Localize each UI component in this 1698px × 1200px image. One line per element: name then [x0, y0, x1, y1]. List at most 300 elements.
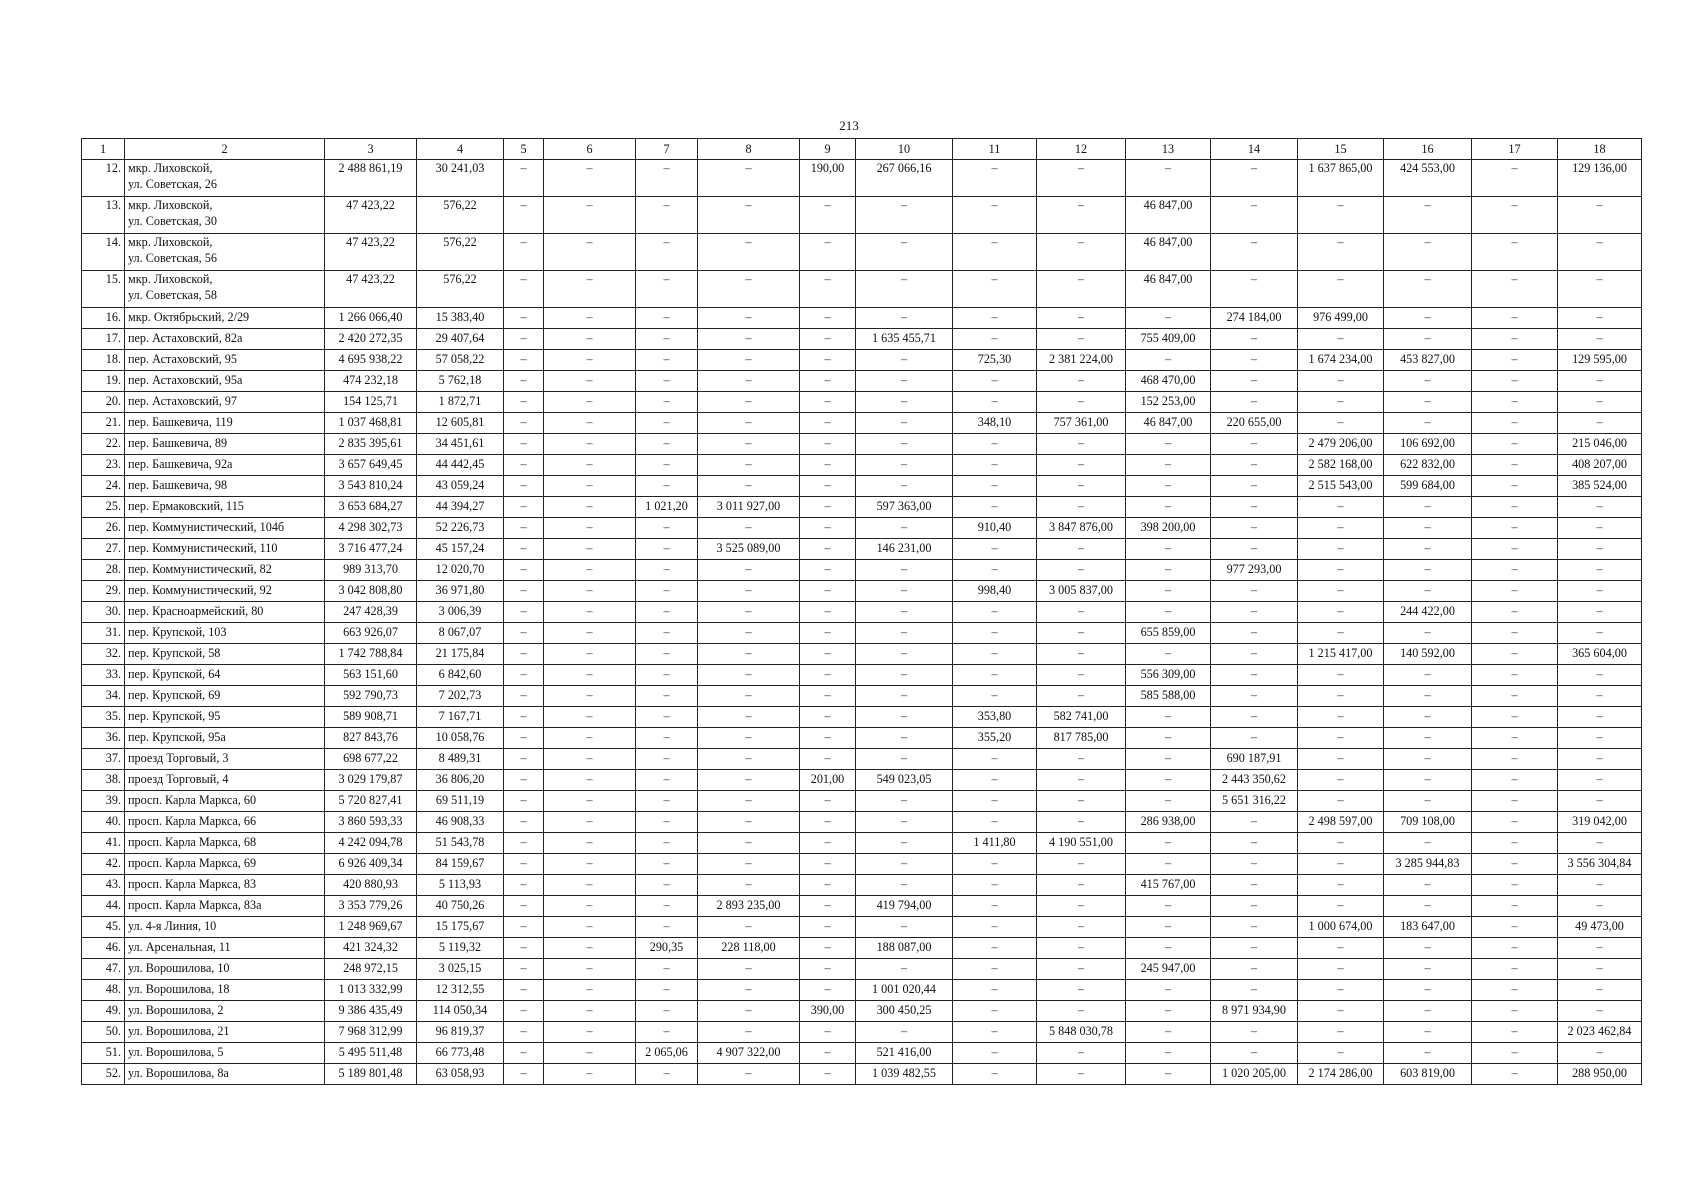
- empty-value-cell: –: [953, 665, 1037, 686]
- empty-value-cell: –: [856, 392, 953, 413]
- amount-cell: 69 511,19: [417, 791, 504, 812]
- empty-value-cell: –: [1211, 917, 1298, 938]
- empty-value-cell: –: [1472, 728, 1558, 749]
- amount-cell: 12 020,70: [417, 560, 504, 581]
- address-cell: ул. Ворошилова, 5: [125, 1043, 325, 1064]
- amount-cell: 690 187,91: [1211, 749, 1298, 770]
- empty-value-cell: –: [800, 1022, 856, 1043]
- amount-cell: 152 253,00: [1126, 392, 1211, 413]
- empty-value-cell: –: [1298, 980, 1384, 1001]
- row-number: 46.: [82, 938, 125, 959]
- empty-value-cell: –: [1558, 539, 1642, 560]
- empty-value-cell: –: [636, 917, 698, 938]
- empty-value-cell: –: [1558, 497, 1642, 518]
- row-number: 48.: [82, 980, 125, 1001]
- amount-cell: 390,00: [800, 1001, 856, 1022]
- empty-value-cell: –: [1384, 749, 1472, 770]
- empty-value-cell: –: [1211, 938, 1298, 959]
- table-row: [82, 308, 1642, 329]
- empty-value-cell: –: [800, 644, 856, 665]
- address-cell: проезд Торговый, 3: [125, 749, 325, 770]
- table-row: [82, 271, 1642, 308]
- amount-cell: 183 647,00: [1384, 917, 1472, 938]
- empty-value-cell: –: [544, 413, 636, 434]
- empty-value-cell: –: [1472, 271, 1558, 308]
- row-number: 25.: [82, 497, 125, 518]
- amount-cell: 267 066,16: [856, 160, 953, 197]
- amount-cell: 2 174 286,00: [1298, 1064, 1384, 1085]
- empty-value-cell: –: [1558, 623, 1642, 644]
- empty-value-cell: –: [1298, 271, 1384, 308]
- row-number: 27.: [82, 539, 125, 560]
- empty-value-cell: –: [544, 623, 636, 644]
- empty-value-cell: –: [544, 833, 636, 854]
- empty-value-cell: –: [1298, 602, 1384, 623]
- empty-value-cell: –: [544, 644, 636, 665]
- amount-cell: 106 692,00: [1384, 434, 1472, 455]
- address-cell: пер. Астаховский, 95: [125, 350, 325, 371]
- empty-value-cell: –: [1472, 350, 1558, 371]
- empty-value-cell: –: [1211, 518, 1298, 539]
- empty-value-cell: –: [504, 539, 544, 560]
- table-row: [82, 854, 1642, 875]
- row-number: 29.: [82, 581, 125, 602]
- empty-value-cell: –: [800, 602, 856, 623]
- table-row: [82, 644, 1642, 665]
- empty-value-cell: –: [1384, 518, 1472, 539]
- empty-value-cell: –: [1037, 392, 1126, 413]
- empty-value-cell: –: [1558, 980, 1642, 1001]
- empty-value-cell: –: [1558, 665, 1642, 686]
- amount-cell: 15 175,67: [417, 917, 504, 938]
- empty-value-cell: –: [800, 854, 856, 875]
- empty-value-cell: –: [504, 959, 544, 980]
- empty-value-cell: –: [1384, 980, 1472, 1001]
- empty-value-cell: –: [1211, 812, 1298, 833]
- empty-value-cell: –: [1037, 271, 1126, 308]
- empty-value-cell: –: [1211, 665, 1298, 686]
- table-row: [82, 350, 1642, 371]
- table-row: [82, 686, 1642, 707]
- amount-cell: 201,00: [800, 770, 856, 791]
- amount-cell: 286 938,00: [1126, 812, 1211, 833]
- empty-value-cell: –: [698, 160, 800, 197]
- empty-value-cell: –: [1037, 749, 1126, 770]
- empty-value-cell: –: [1126, 434, 1211, 455]
- address-cell: просп. Карла Маркса, 66: [125, 812, 325, 833]
- row-number: 15.: [82, 271, 125, 308]
- amount-cell: 420 880,93: [325, 875, 417, 896]
- empty-value-cell: –: [1472, 392, 1558, 413]
- empty-value-cell: –: [1298, 770, 1384, 791]
- amount-cell: 8 067,07: [417, 623, 504, 644]
- address-cell: ул. 4-я Линия, 10: [125, 917, 325, 938]
- empty-value-cell: –: [856, 1022, 953, 1043]
- empty-value-cell: –: [800, 875, 856, 896]
- amount-cell: 453 827,00: [1384, 350, 1472, 371]
- amount-cell: 385 524,00: [1558, 476, 1642, 497]
- empty-value-cell: –: [800, 581, 856, 602]
- empty-value-cell: –: [544, 854, 636, 875]
- empty-value-cell: –: [1126, 350, 1211, 371]
- empty-value-cell: –: [953, 434, 1037, 455]
- empty-value-cell: –: [953, 371, 1037, 392]
- row-number: 12.: [82, 160, 125, 197]
- empty-value-cell: –: [698, 875, 800, 896]
- empty-value-cell: –: [504, 938, 544, 959]
- empty-value-cell: –: [636, 329, 698, 350]
- empty-value-cell: –: [1472, 434, 1558, 455]
- empty-value-cell: –: [544, 308, 636, 329]
- empty-value-cell: –: [1558, 959, 1642, 980]
- amount-cell: 5 848 030,78: [1037, 1022, 1126, 1043]
- row-number: 36.: [82, 728, 125, 749]
- empty-value-cell: –: [1211, 160, 1298, 197]
- empty-value-cell: –: [1558, 308, 1642, 329]
- empty-value-cell: –: [1472, 581, 1558, 602]
- empty-value-cell: –: [698, 665, 800, 686]
- amount-cell: 51 543,78: [417, 833, 504, 854]
- empty-value-cell: –: [1211, 476, 1298, 497]
- empty-value-cell: –: [1298, 833, 1384, 854]
- empty-value-cell: –: [698, 644, 800, 665]
- empty-value-cell: –: [1384, 392, 1472, 413]
- empty-value-cell: –: [800, 686, 856, 707]
- amount-cell: 3 011 927,00: [698, 497, 800, 518]
- empty-value-cell: –: [1472, 234, 1558, 271]
- empty-value-cell: –: [1037, 560, 1126, 581]
- empty-value-cell: –: [1298, 329, 1384, 350]
- empty-value-cell: –: [1558, 1043, 1642, 1064]
- empty-value-cell: –: [1558, 518, 1642, 539]
- empty-value-cell: –: [504, 686, 544, 707]
- column-header-1: 1: [82, 139, 125, 160]
- empty-value-cell: –: [800, 728, 856, 749]
- empty-value-cell: –: [856, 749, 953, 770]
- empty-value-cell: –: [953, 1001, 1037, 1022]
- amount-cell: 592 790,73: [325, 686, 417, 707]
- empty-value-cell: –: [544, 980, 636, 1001]
- empty-value-cell: –: [636, 728, 698, 749]
- amount-cell: 140 592,00: [1384, 644, 1472, 665]
- empty-value-cell: –: [800, 560, 856, 581]
- empty-value-cell: –: [1037, 980, 1126, 1001]
- empty-value-cell: –: [1126, 602, 1211, 623]
- empty-value-cell: –: [698, 1022, 800, 1043]
- table-row: [82, 455, 1642, 476]
- empty-value-cell: –: [856, 728, 953, 749]
- empty-value-cell: –: [1472, 644, 1558, 665]
- amount-cell: 188 087,00: [856, 938, 953, 959]
- empty-value-cell: –: [698, 455, 800, 476]
- empty-value-cell: –: [1384, 197, 1472, 234]
- amount-cell: 556 309,00: [1126, 665, 1211, 686]
- row-number: 45.: [82, 917, 125, 938]
- empty-value-cell: –: [1298, 854, 1384, 875]
- empty-value-cell: –: [1126, 917, 1211, 938]
- empty-value-cell: –: [800, 623, 856, 644]
- empty-value-cell: –: [1384, 875, 1472, 896]
- empty-value-cell: –: [953, 308, 1037, 329]
- amount-cell: 46 908,33: [417, 812, 504, 833]
- amount-cell: 4 695 938,22: [325, 350, 417, 371]
- empty-value-cell: –: [504, 896, 544, 917]
- empty-value-cell: –: [856, 791, 953, 812]
- amount-cell: 3 847 876,00: [1037, 518, 1126, 539]
- page-number: 213: [839, 118, 859, 133]
- empty-value-cell: –: [1472, 875, 1558, 896]
- amount-cell: 576,22: [417, 197, 504, 234]
- empty-value-cell: –: [1472, 160, 1558, 197]
- empty-value-cell: –: [1298, 497, 1384, 518]
- amount-cell: 300 450,25: [856, 1001, 953, 1022]
- empty-value-cell: –: [800, 371, 856, 392]
- empty-value-cell: –: [1211, 271, 1298, 308]
- empty-value-cell: –: [953, 602, 1037, 623]
- empty-value-cell: –: [544, 476, 636, 497]
- empty-value-cell: –: [1126, 1001, 1211, 1022]
- empty-value-cell: –: [544, 707, 636, 728]
- empty-value-cell: –: [544, 434, 636, 455]
- empty-value-cell: –: [1211, 455, 1298, 476]
- empty-value-cell: –: [1298, 539, 1384, 560]
- amount-cell: 247 428,39: [325, 602, 417, 623]
- empty-value-cell: –: [856, 560, 953, 581]
- empty-value-cell: –: [1211, 1022, 1298, 1043]
- empty-value-cell: –: [1126, 1022, 1211, 1043]
- empty-value-cell: –: [1037, 917, 1126, 938]
- empty-value-cell: –: [636, 560, 698, 581]
- empty-value-cell: –: [953, 560, 1037, 581]
- amount-cell: 1 266 066,40: [325, 308, 417, 329]
- column-header-7: 7: [636, 139, 698, 160]
- amount-cell: 190,00: [800, 160, 856, 197]
- amount-cell: 585 588,00: [1126, 686, 1211, 707]
- amount-cell: 44 442,45: [417, 455, 504, 476]
- empty-value-cell: –: [1472, 197, 1558, 234]
- empty-value-cell: –: [1298, 560, 1384, 581]
- empty-value-cell: –: [698, 959, 800, 980]
- empty-value-cell: –: [1126, 308, 1211, 329]
- empty-value-cell: –: [1037, 434, 1126, 455]
- empty-value-cell: –: [1211, 644, 1298, 665]
- empty-value-cell: –: [1298, 197, 1384, 234]
- empty-value-cell: –: [1037, 875, 1126, 896]
- empty-value-cell: –: [1384, 728, 1472, 749]
- empty-value-cell: –: [800, 833, 856, 854]
- empty-value-cell: –: [1037, 1001, 1126, 1022]
- empty-value-cell: –: [698, 854, 800, 875]
- empty-value-cell: –: [856, 812, 953, 833]
- column-header-9: 9: [800, 139, 856, 160]
- empty-value-cell: –: [1472, 686, 1558, 707]
- empty-value-cell: –: [1558, 413, 1642, 434]
- empty-value-cell: –: [544, 917, 636, 938]
- column-header-5: 5: [504, 139, 544, 160]
- empty-value-cell: –: [1558, 234, 1642, 271]
- table-row: [82, 833, 1642, 854]
- empty-value-cell: –: [1037, 854, 1126, 875]
- empty-value-cell: –: [856, 686, 953, 707]
- empty-value-cell: –: [544, 1022, 636, 1043]
- empty-value-cell: –: [800, 497, 856, 518]
- amount-cell: 5 119,32: [417, 938, 504, 959]
- empty-value-cell: –: [544, 770, 636, 791]
- empty-value-cell: –: [800, 959, 856, 980]
- empty-value-cell: –: [1472, 833, 1558, 854]
- empty-value-cell: –: [856, 602, 953, 623]
- empty-value-cell: –: [544, 791, 636, 812]
- amount-cell: 755 409,00: [1126, 329, 1211, 350]
- amount-cell: 215 046,00: [1558, 434, 1642, 455]
- row-number: 24.: [82, 476, 125, 497]
- empty-value-cell: –: [504, 980, 544, 1001]
- table-row: [82, 560, 1642, 581]
- amount-cell: 977 293,00: [1211, 560, 1298, 581]
- amount-cell: 757 361,00: [1037, 413, 1126, 434]
- amount-cell: 3 025,15: [417, 959, 504, 980]
- amount-cell: 2 488 861,19: [325, 160, 417, 197]
- empty-value-cell: –: [1211, 234, 1298, 271]
- empty-value-cell: –: [504, 644, 544, 665]
- empty-value-cell: –: [953, 497, 1037, 518]
- empty-value-cell: –: [1558, 371, 1642, 392]
- table-row: [82, 812, 1642, 833]
- row-number: 19.: [82, 371, 125, 392]
- amount-cell: 4 907 322,00: [698, 1043, 800, 1064]
- column-header-8: 8: [698, 139, 800, 160]
- empty-value-cell: –: [636, 812, 698, 833]
- address-cell: просп. Карла Маркса, 60: [125, 791, 325, 812]
- table-row: [82, 623, 1642, 644]
- amount-cell: 47 423,22: [325, 271, 417, 308]
- empty-value-cell: –: [636, 350, 698, 371]
- empty-value-cell: –: [698, 581, 800, 602]
- empty-value-cell: –: [698, 602, 800, 623]
- empty-value-cell: –: [1384, 791, 1472, 812]
- empty-value-cell: –: [1211, 854, 1298, 875]
- amount-cell: 46 847,00: [1126, 197, 1211, 234]
- empty-value-cell: –: [544, 938, 636, 959]
- empty-value-cell: –: [1472, 518, 1558, 539]
- amount-cell: 3 525 089,00: [698, 539, 800, 560]
- empty-value-cell: –: [1298, 371, 1384, 392]
- row-number: 44.: [82, 896, 125, 917]
- empty-value-cell: –: [800, 350, 856, 371]
- empty-value-cell: –: [504, 329, 544, 350]
- empty-value-cell: –: [504, 770, 544, 791]
- column-header-18: 18: [1558, 139, 1642, 160]
- empty-value-cell: –: [1126, 1043, 1211, 1064]
- empty-value-cell: –: [1126, 581, 1211, 602]
- empty-value-cell: –: [504, 707, 544, 728]
- empty-value-cell: –: [504, 749, 544, 770]
- empty-value-cell: –: [504, 1001, 544, 1022]
- empty-value-cell: –: [1472, 497, 1558, 518]
- row-number: 37.: [82, 749, 125, 770]
- column-header-3: 3: [325, 139, 417, 160]
- amount-cell: 3 042 808,80: [325, 581, 417, 602]
- empty-value-cell: –: [698, 413, 800, 434]
- empty-value-cell: –: [504, 350, 544, 371]
- empty-value-cell: –: [1384, 707, 1472, 728]
- empty-value-cell: –: [636, 602, 698, 623]
- address-cell: мкр. Лиховской, ул. Советская, 26: [125, 160, 325, 197]
- empty-value-cell: –: [1472, 539, 1558, 560]
- amount-cell: 353,80: [953, 707, 1037, 728]
- amount-cell: 114 050,34: [417, 1001, 504, 1022]
- table-row: [82, 1043, 1642, 1064]
- empty-value-cell: –: [1384, 329, 1472, 350]
- empty-value-cell: –: [1211, 959, 1298, 980]
- amount-cell: 424 553,00: [1384, 160, 1472, 197]
- amount-cell: 319 042,00: [1558, 812, 1642, 833]
- column-header-2: 2: [125, 139, 325, 160]
- empty-value-cell: –: [1211, 1043, 1298, 1064]
- empty-value-cell: –: [953, 160, 1037, 197]
- empty-value-cell: –: [1384, 896, 1472, 917]
- empty-value-cell: –: [544, 602, 636, 623]
- empty-value-cell: –: [1298, 623, 1384, 644]
- empty-value-cell: –: [698, 560, 800, 581]
- empty-value-cell: –: [1558, 770, 1642, 791]
- empty-value-cell: –: [1384, 959, 1472, 980]
- empty-value-cell: –: [953, 917, 1037, 938]
- empty-value-cell: –: [800, 980, 856, 1001]
- empty-value-cell: –: [1558, 686, 1642, 707]
- empty-value-cell: –: [544, 1001, 636, 1022]
- table-row: [82, 497, 1642, 518]
- empty-value-cell: –: [544, 497, 636, 518]
- empty-value-cell: –: [1211, 686, 1298, 707]
- empty-value-cell: –: [1472, 1043, 1558, 1064]
- empty-value-cell: –: [504, 371, 544, 392]
- empty-value-cell: –: [1384, 770, 1472, 791]
- empty-value-cell: –: [698, 271, 800, 308]
- empty-value-cell: –: [636, 791, 698, 812]
- row-number: 41.: [82, 833, 125, 854]
- empty-value-cell: –: [1472, 938, 1558, 959]
- empty-value-cell: –: [1384, 234, 1472, 271]
- empty-value-cell: –: [698, 434, 800, 455]
- empty-value-cell: –: [953, 234, 1037, 271]
- empty-value-cell: –: [1037, 938, 1126, 959]
- empty-value-cell: –: [1126, 791, 1211, 812]
- empty-value-cell: –: [544, 392, 636, 413]
- amount-cell: 9 386 435,49: [325, 1001, 417, 1022]
- amount-cell: 1 037 468,81: [325, 413, 417, 434]
- empty-value-cell: –: [856, 623, 953, 644]
- empty-value-cell: –: [1298, 749, 1384, 770]
- column-header-12: 12: [1037, 139, 1126, 160]
- amount-cell: 44 394,27: [417, 497, 504, 518]
- column-header-14: 14: [1211, 139, 1298, 160]
- address-cell: пер. Астаховский, 82а: [125, 329, 325, 350]
- empty-value-cell: –: [1558, 728, 1642, 749]
- empty-value-cell: –: [544, 1043, 636, 1064]
- row-number: 51.: [82, 1043, 125, 1064]
- column-header-17: 17: [1472, 139, 1558, 160]
- address-cell: просп. Карла Маркса, 83а: [125, 896, 325, 917]
- empty-value-cell: –: [953, 455, 1037, 476]
- empty-value-cell: –: [1037, 896, 1126, 917]
- empty-value-cell: –: [1472, 791, 1558, 812]
- amount-cell: 2 498 597,00: [1298, 812, 1384, 833]
- empty-value-cell: –: [1126, 539, 1211, 560]
- amount-cell: 46 847,00: [1126, 234, 1211, 271]
- amount-cell: 421 324,32: [325, 938, 417, 959]
- empty-value-cell: –: [953, 392, 1037, 413]
